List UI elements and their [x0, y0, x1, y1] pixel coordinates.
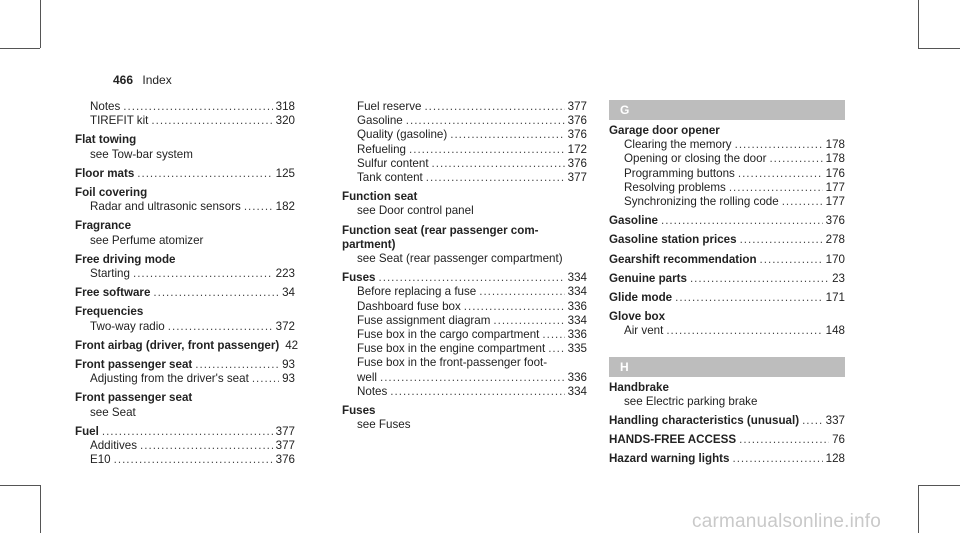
entry-term: Function seat: [342, 190, 418, 204]
entry-term: Gasoline: [357, 114, 403, 128]
entry-term: Additives: [90, 439, 138, 453]
index-entry: [609, 214, 845, 228]
entry-term: Refueling: [357, 142, 406, 156]
index-entry: [75, 167, 295, 181]
entry-page-number: 320: [275, 114, 295, 128]
page-number: 466: [113, 73, 134, 87]
index-entry: [75, 114, 295, 128]
index-entry: [609, 291, 845, 305]
dot-leader: [450, 128, 564, 142]
index-entry: [609, 272, 845, 286]
entry-term: Two-way radio: [90, 319, 165, 333]
entry-term: Starting: [90, 267, 130, 281]
index-entry: [342, 157, 587, 171]
entry-term: Tank content: [357, 171, 423, 185]
index-entry: [75, 133, 295, 147]
index-entry: [342, 285, 587, 299]
entry-page-number: 376: [825, 214, 845, 228]
entry-page-number: 376: [567, 114, 587, 128]
entry-page-number: 42: [285, 338, 299, 352]
entry-page-number: 318: [275, 100, 295, 113]
page-header: [113, 73, 172, 87]
entry-term: Opening or closing the door: [624, 152, 767, 166]
entry-term: Fuse box in the engine compartment: [357, 342, 546, 356]
index-entry: [609, 381, 845, 395]
dot-leader: [137, 167, 272, 181]
entry-term: Fuse box in the cargo compartment: [357, 328, 540, 342]
dot-leader: [153, 286, 279, 300]
index-entry: [342, 314, 587, 328]
dot-leader: [729, 181, 823, 195]
crop-mark: [918, 0, 919, 48]
entry-page-number: 93: [282, 372, 295, 386]
entry-term: Gasoline: [609, 214, 658, 228]
entry-page-number: 223: [275, 267, 295, 281]
dot-leader: [379, 271, 565, 285]
dot-leader: [140, 439, 273, 453]
entry-page-number: 334: [567, 271, 587, 285]
index-entry: [342, 300, 587, 314]
index-entry: [609, 395, 845, 409]
dot-leader: [666, 324, 822, 338]
entry-term: see Fuses: [357, 418, 411, 432]
entry-term: Gearshift recommendation: [609, 252, 757, 266]
dot-leader: [102, 425, 273, 439]
entry-term: Free software: [75, 286, 151, 300]
entry-term: Notes: [357, 384, 388, 398]
dot-leader: [380, 371, 565, 385]
entry-term: Front passenger seat: [75, 391, 193, 405]
entry-term: Sulfur content: [357, 156, 429, 170]
entry-term: Fuse assignment diagram: [357, 313, 491, 327]
dot-leader: [195, 358, 279, 372]
dot-leader: [690, 272, 829, 286]
index-entry: [342, 385, 587, 399]
dot-leader: [406, 114, 565, 128]
index-column-1: [75, 100, 299, 467]
entry-term: Front passenger seat: [75, 358, 193, 372]
crop-mark: [0, 485, 40, 486]
entry-page-number: 376: [567, 128, 587, 142]
entry-term: Handling characteristics (unusual): [609, 414, 800, 428]
entry-page-number: 377: [275, 439, 295, 453]
dot-leader: [426, 171, 565, 185]
entry-page-number: 334: [567, 384, 587, 398]
entry-page-number: 377: [567, 171, 587, 185]
entry-term: see Electric parking brake: [624, 394, 758, 408]
dot-leader: [390, 385, 564, 399]
watermark: carmanualsonline.info: [692, 511, 882, 532]
index-entry: [75, 338, 299, 353]
entry-term: see Tow-bar system: [90, 147, 193, 161]
entry-page-number: 178: [825, 138, 845, 152]
index-entry: [75, 253, 295, 267]
entry-term: Fuse box in the front-passenger foot-: [357, 356, 548, 370]
entry-term: Clearing the memory: [624, 138, 732, 152]
entry-term: Floor mats: [75, 166, 135, 180]
index-entry: [609, 233, 845, 247]
index-entry: [342, 114, 587, 128]
entry-term: Function seat (rear passenger com-: [342, 223, 539, 237]
entry-term: Glide mode: [609, 291, 673, 305]
index-entry: [609, 253, 845, 267]
index-entry: [75, 219, 295, 233]
entry-page-number: 93: [282, 358, 295, 372]
dot-leader: [769, 152, 822, 166]
index-entry: [75, 439, 295, 453]
entry-page-number: 148: [825, 324, 845, 338]
entry-term: Handbrake: [609, 380, 669, 394]
dot-leader: [168, 320, 273, 334]
index-entry: [609, 452, 845, 466]
index-entry: [609, 195, 845, 209]
entry-term: Flat towing: [75, 133, 137, 147]
entry-page-number: 170: [825, 252, 845, 266]
entry-page-number: 377: [567, 100, 587, 113]
dot-leader: [675, 291, 823, 305]
dot-leader: [661, 214, 823, 228]
index-entry: [75, 100, 295, 114]
index-entry: [75, 406, 295, 420]
dot-leader: [782, 195, 823, 209]
entry-page-number: 336: [567, 370, 587, 384]
index-entry: [75, 234, 295, 248]
letter-heading-g: G: [609, 100, 845, 120]
dot-leader: [133, 267, 273, 281]
dot-leader: [738, 167, 823, 181]
entry-term: Fuses: [342, 271, 376, 285]
entry-term: well: [357, 370, 377, 384]
index-entry: [342, 171, 587, 185]
entry-term: Radar and ultrasonic sensors: [90, 200, 241, 214]
dot-leader: [493, 314, 564, 328]
entry-page-number: 23: [832, 271, 845, 285]
entry-term: Fuel: [75, 424, 99, 438]
index-entry: [342, 204, 587, 218]
index-entry: [75, 148, 295, 162]
entry-page-number: 128: [825, 452, 845, 466]
dot-leader: [479, 285, 564, 299]
crop-mark: [40, 0, 41, 48]
crop-mark: [918, 485, 960, 486]
entry-page-number: 125: [275, 166, 295, 180]
entry-page-number: 182: [275, 200, 295, 214]
entry-page-number: 337: [825, 414, 845, 428]
dot-leader: [432, 157, 565, 171]
entry-page-number: 334: [567, 285, 587, 299]
section-title: Index: [142, 73, 172, 87]
entry-term: Notes: [90, 100, 121, 113]
entry-page-number: 372: [275, 319, 295, 333]
entry-page-number: 334: [567, 313, 587, 327]
entry-term: Fragrance: [75, 219, 132, 233]
index-entry: [342, 404, 587, 418]
entry-term: Glove box: [609, 310, 666, 324]
entry-page-number: 171: [825, 291, 845, 305]
entry-term: E10: [90, 453, 111, 467]
entry-term: Garage door opener: [609, 124, 720, 137]
index-entry: [342, 128, 587, 142]
index-entry: [342, 190, 587, 204]
entry-term: see Seat (rear passenger compartment): [357, 252, 563, 266]
entry-page-number: 76: [832, 433, 845, 447]
dot-leader: [424, 100, 564, 114]
index-entry: [609, 324, 845, 338]
entry-term: Quality (gasoline): [357, 128, 448, 142]
index-entry: [342, 418, 587, 432]
index-group-h: [609, 381, 845, 467]
entry-term: Front airbag (driver, front passenger): [75, 338, 280, 352]
entry-term: see Perfume atomizer: [90, 233, 204, 247]
entry-page-number: 336: [567, 299, 587, 313]
index-entry: [609, 414, 845, 428]
entry-page-number: 278: [825, 233, 845, 247]
dot-leader: [252, 372, 279, 386]
entry-term: Fuel reserve: [357, 100, 422, 113]
dot-leader: [151, 114, 272, 128]
index-entry: [342, 342, 587, 356]
entry-term: see Door control panel: [357, 204, 474, 218]
crop-mark: [0, 48, 40, 49]
index-entry: [342, 371, 587, 385]
index-column-2: [342, 100, 587, 432]
dot-leader: [732, 452, 822, 466]
index-entry: [75, 200, 295, 214]
index-entry: [75, 267, 295, 281]
letter-heading-h: H: [609, 357, 845, 377]
index-entry: [75, 320, 295, 334]
crop-mark: [40, 485, 41, 533]
index-entry: [342, 328, 587, 342]
index-entry: [609, 152, 845, 166]
entry-page-number: 376: [275, 453, 295, 467]
entry-page-number: 336: [567, 328, 587, 342]
index-entry: [75, 186, 295, 200]
entry-page-number: 176: [825, 166, 845, 180]
index-column-3: [609, 100, 845, 467]
dot-leader: [740, 233, 823, 247]
index-entry: [609, 181, 845, 195]
index-entry: [75, 358, 295, 372]
entry-term: Foil covering: [75, 186, 148, 200]
entry-term: Frequencies: [75, 305, 144, 319]
entry-term: Fuses: [342, 404, 376, 418]
index-entry: [342, 356, 587, 370]
entry-term: Genuine parts: [609, 271, 687, 285]
entry-page-number: 376: [567, 156, 587, 170]
entry-page-number: 178: [825, 152, 845, 166]
index-entry: [75, 425, 295, 439]
entry-term: Gasoline station prices: [609, 233, 737, 247]
index-group-g: [609, 124, 845, 339]
index-entry: [342, 271, 587, 285]
entry-term: Synchronizing the rolling code: [624, 195, 779, 209]
dot-leader: [244, 200, 273, 214]
index-entry: [75, 305, 295, 319]
dot-leader: [802, 414, 823, 428]
entry-page-number: 177: [825, 195, 845, 209]
dot-leader: [735, 138, 823, 152]
entry-term: Resolving problems: [624, 180, 726, 194]
index-entry: [342, 252, 587, 266]
entry-page-number: 177: [825, 180, 845, 194]
entry-term: Programming buttons: [624, 166, 735, 180]
index-entry: [609, 124, 845, 138]
entry-term: Free driving mode: [75, 252, 176, 266]
dot-leader: [464, 300, 565, 314]
dot-leader: [123, 100, 272, 114]
index-entry: [342, 143, 587, 157]
dot-leader: [114, 453, 273, 467]
entry-term: Dashboard fuse box: [357, 299, 461, 313]
dot-leader: [409, 143, 565, 157]
entry-term: Adjusting from the driver's seat: [90, 372, 249, 386]
index-entry: [609, 167, 845, 181]
entry-page-number: 335: [567, 342, 587, 356]
crop-mark: [918, 48, 960, 49]
index-entry: [609, 310, 845, 324]
crop-mark: [918, 485, 919, 533]
entry-page-number: 377: [275, 424, 295, 438]
index-entry: [342, 238, 587, 252]
entry-term: Air vent: [624, 324, 664, 338]
dot-leader: [739, 433, 829, 447]
index-entry: [342, 100, 587, 114]
entry-term: Before replacing a fuse: [357, 285, 477, 299]
index-entry: [75, 453, 295, 467]
entry-term: Hazard warning lights: [609, 452, 730, 466]
index-entry: [75, 391, 295, 405]
entry-page-number: 34: [282, 286, 295, 300]
dot-leader: [760, 253, 823, 267]
entry-term: HANDS-FREE ACCESS: [609, 433, 737, 447]
entry-term: see Seat: [90, 405, 136, 419]
dot-leader: [548, 342, 564, 356]
dot-leader: [542, 328, 564, 342]
index-entry: [342, 224, 587, 238]
entry-term: TIREFIT kit: [90, 114, 149, 128]
entry-term: partment): [342, 237, 396, 251]
index-entry: [609, 433, 845, 447]
index-entry: [75, 372, 295, 386]
index-entry: [75, 286, 295, 300]
entry-page-number: 172: [567, 142, 587, 156]
index-entry: [609, 138, 845, 152]
